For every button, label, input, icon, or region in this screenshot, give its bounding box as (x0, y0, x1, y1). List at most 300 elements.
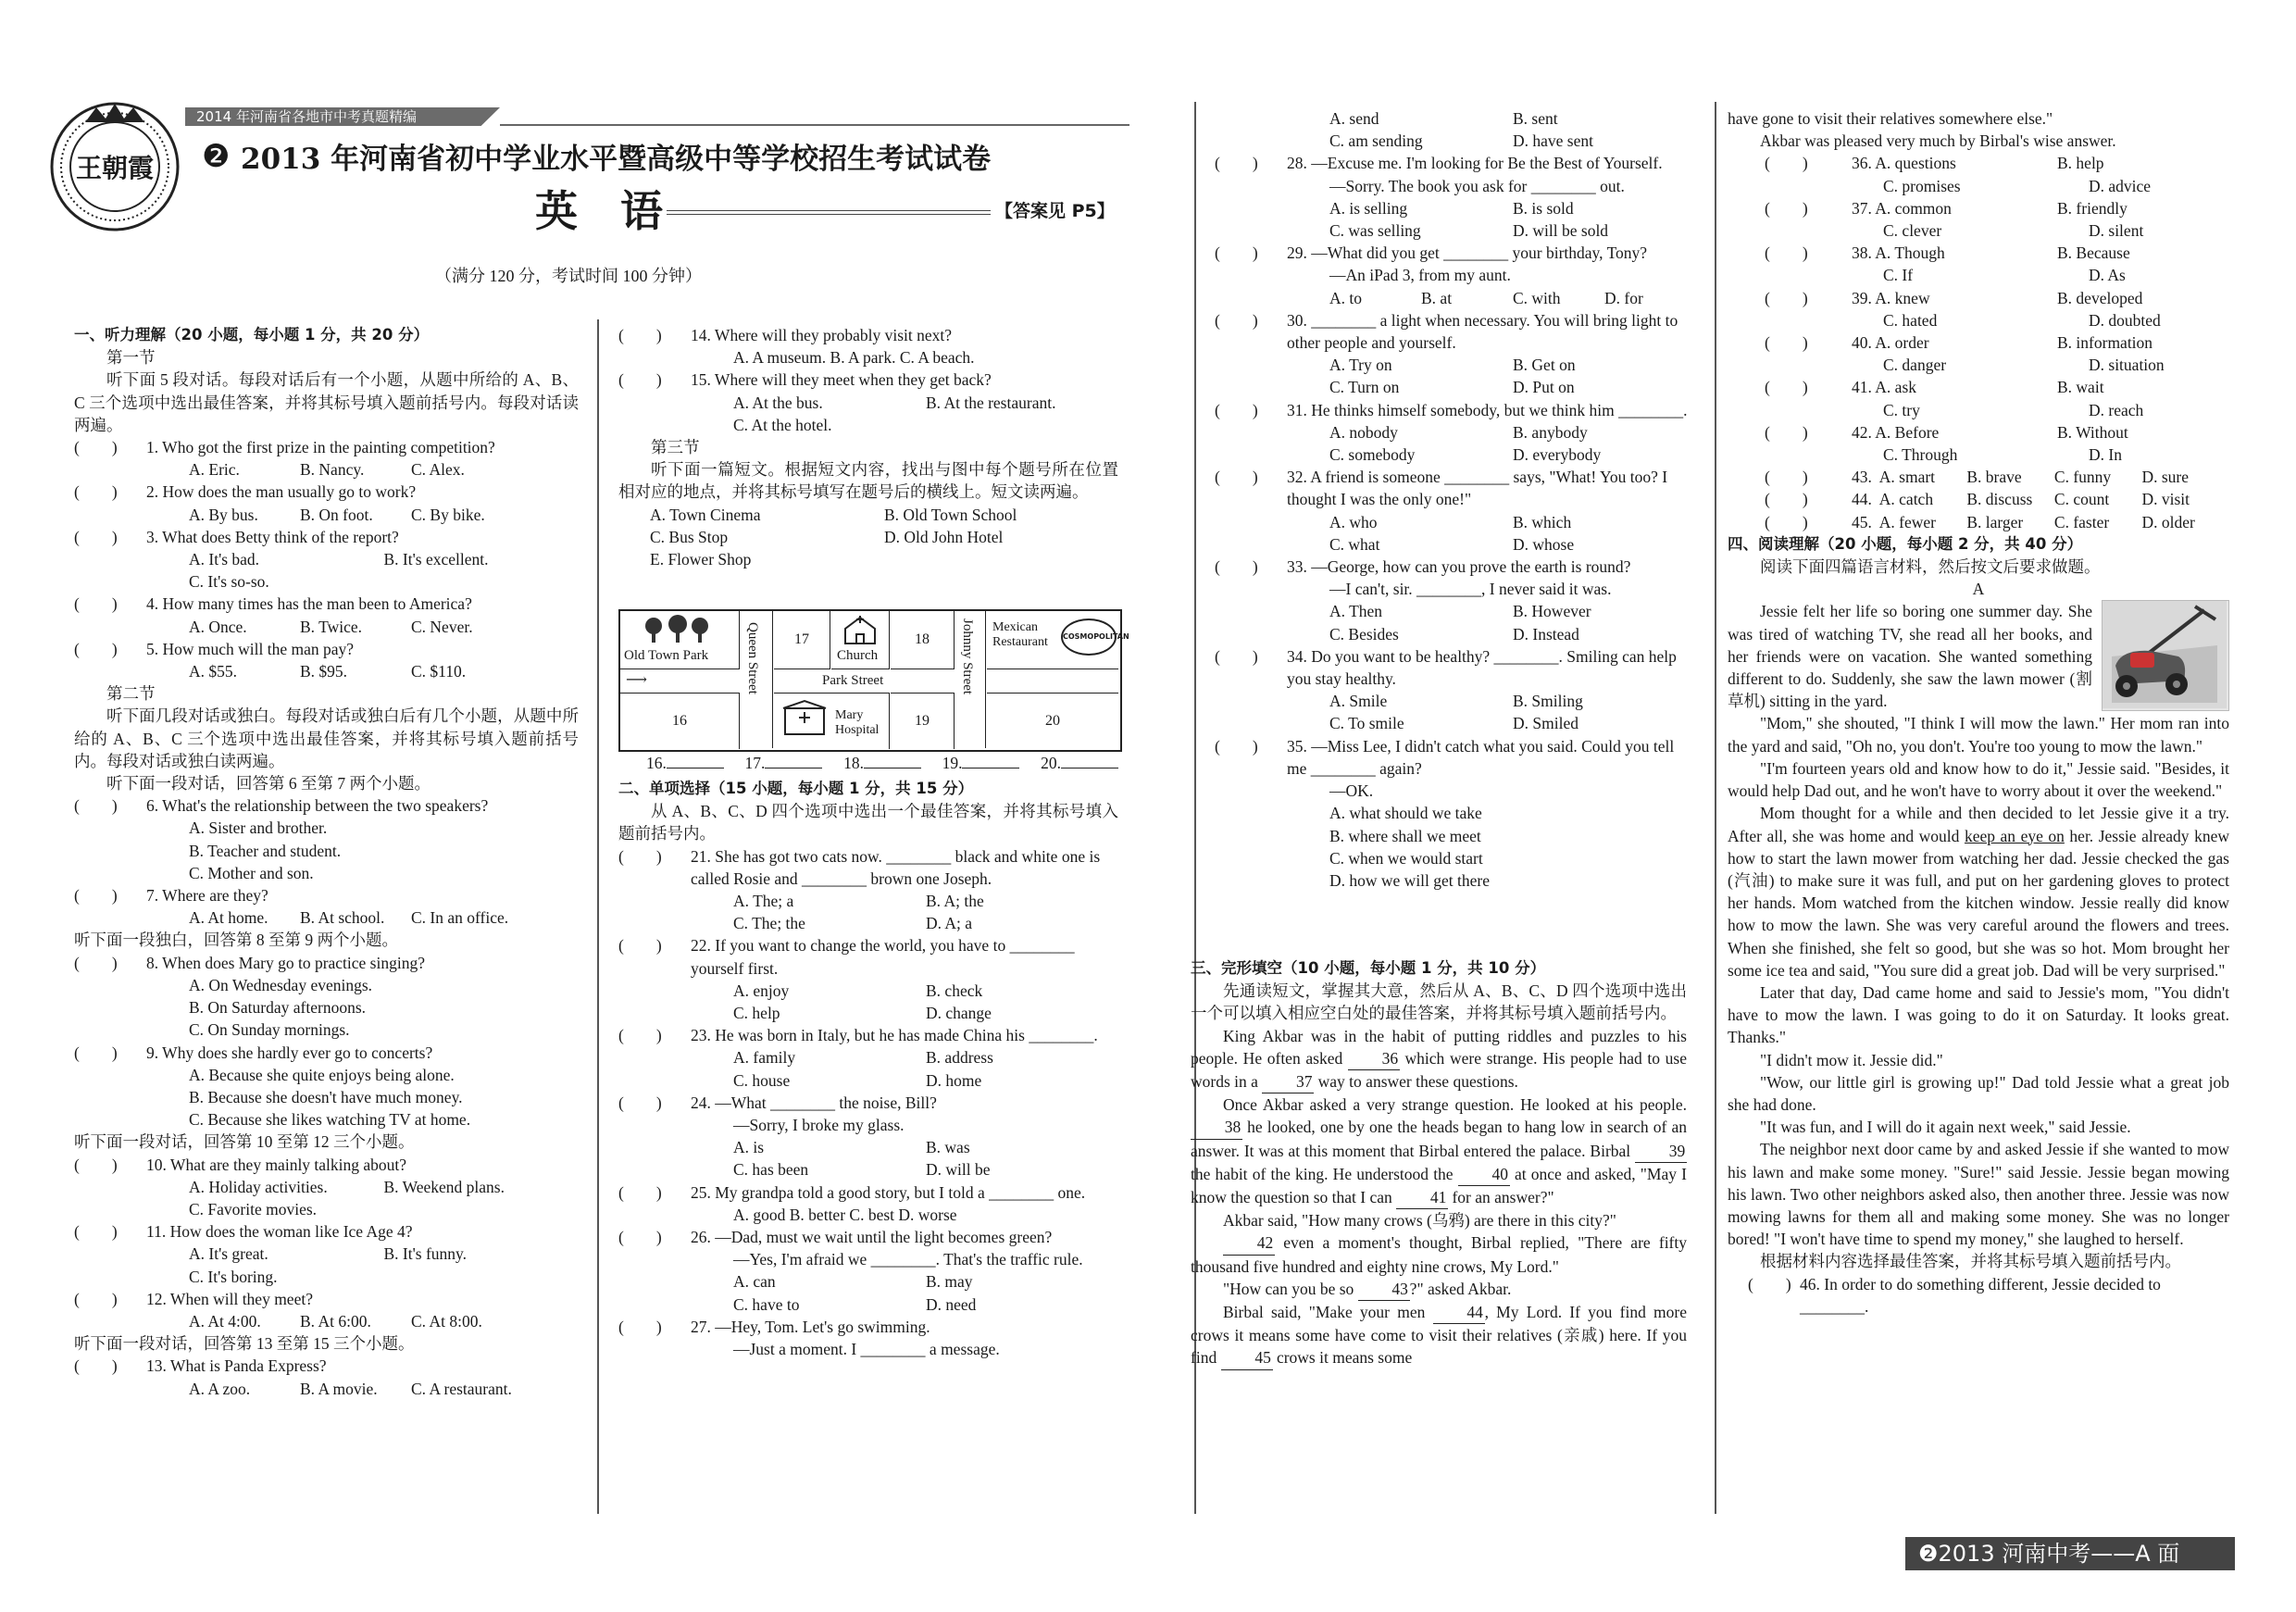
answer-bracket[interactable]: ( ) (74, 482, 118, 502)
option-row (1215, 354, 1696, 376)
option-line: —Sorry, I broke my glass. (733, 1116, 905, 1135)
option-choice: A. fewer (1878, 512, 1936, 531)
question-item (1215, 309, 1696, 354)
street-map (618, 609, 1129, 752)
cloze-option-row (1728, 242, 2229, 264)
option-row (1215, 219, 1696, 242)
answer-bracket[interactable]: ( ) (74, 1155, 118, 1174)
answer-bracket[interactable]: ( ) (1215, 400, 1258, 419)
question-text: 25. My grandpa told a good story, but I told a ________ one. (691, 1182, 1086, 1202)
option-choice: A. It's great. (189, 1244, 268, 1264)
option-choice: B. address (926, 1048, 993, 1068)
option-choice: A. Eric. (189, 460, 240, 480)
cloze-option-row (1728, 444, 2229, 466)
map-label-johnny-street: Johnny Street (960, 619, 975, 695)
cloze-continuation: have gone to visit their relatives somewhere else." (1728, 109, 2053, 128)
instruction-text: 听下面 5 段对话。每段对话后有一个小题，从题中所给的 A、B、C 三个选项中选出最佳答案，并将其标号填入题前括号内。每段对话读两遍。 (74, 370, 579, 434)
cloze-option-row (1728, 219, 2229, 242)
option-choice: B. At the restaurant. (926, 393, 1056, 412)
map-label-queen-street: Queen Street (745, 622, 760, 694)
option-choice: A. At the bus. (733, 393, 823, 412)
cloze-blank-38[interactable]: 38 (1191, 1116, 1242, 1139)
question-text: 32. A friend is someone ________ says, "What! You too? I thought I was the only one!" (1287, 468, 1668, 509)
option-choice: A. A zoo. (189, 1379, 251, 1398)
answer-bracket[interactable]: ( ) (1765, 490, 1808, 509)
option-row (618, 1293, 1118, 1316)
option-row (1215, 107, 1696, 130)
cloze-blank-39[interactable]: 39 (1635, 1140, 1687, 1163)
cloze-option-row (1728, 376, 2229, 398)
question-text: 7. Where are they? (146, 886, 268, 906)
option-line: —Yes, I'm afraid we ________. That's the traffic rule. (733, 1250, 1083, 1269)
instruction-text: 听下面一段对话，回答第 6 至第 7 两个小题。 (106, 774, 430, 794)
answer-bracket[interactable]: ( ) (618, 326, 662, 344)
question-item (618, 1226, 1118, 1248)
question-number: 43. (1852, 468, 1872, 487)
question-item (1215, 556, 1696, 578)
answer-reference: 【答案见 P5】 (995, 201, 1115, 221)
map-cell-church (831, 611, 890, 669)
map-blank-19[interactable]: 19. (942, 754, 1020, 773)
footer-page-label: ❷2013 河南中考——A 面 (1905, 1537, 2235, 1570)
reading-paragraph-9: The neighbor next door came by and asked Jessie if she wanted to mow his lawn and make some money. "Sure!" said Jessie. Jessie began mowing his lawn. Two other neighbors asked also, then another three. Jessie was now mowing lawns for them all and making some money. She was no longer bored! "I won't have time to spend my money," she laughed to herself. (1728, 1140, 2229, 1249)
option-line: C. Because she likes watching TV at home. (189, 1110, 471, 1130)
option-choice: 37. A. common (1852, 198, 1952, 218)
answer-bracket[interactable]: ( ) (74, 594, 118, 614)
option-line: —I can't, sir. ________, I never said it was. (1329, 580, 1612, 599)
option-choice: C. The; the (733, 914, 805, 933)
option-row (1215, 511, 1696, 533)
option-choice: B. On foot. (300, 505, 373, 524)
option-choice: B. help (2057, 154, 2104, 173)
map-place-option: E. Flower Shop (650, 550, 752, 569)
instruction-text: 第三节 (651, 438, 700, 457)
cloze-blank-40[interactable]: 40 (1458, 1163, 1510, 1186)
option-choice: D. A; a (926, 914, 973, 933)
question-item (74, 1154, 579, 1176)
map-cell-old-town-park (620, 611, 740, 669)
answer-bracket[interactable]: ( ) (74, 1043, 118, 1062)
option-row (1215, 197, 1696, 219)
reading-paragraph-7: "Wow, our little girl is growing up!" Dad told Jessie what a great job she had done. (1728, 1072, 2229, 1114)
option-choice: B. At 6:00. (300, 1311, 371, 1331)
option-choice: D. sure (2141, 468, 2189, 487)
answer-bracket[interactable]: ( ) (1215, 736, 1258, 756)
option-choice: A. enjoy (733, 981, 790, 1000)
question-item (1215, 399, 1696, 421)
map-cell-17: 17 (774, 611, 830, 669)
answer-bracket[interactable]: ( ) (618, 1317, 662, 1336)
option-choice: D. will be (926, 1160, 991, 1180)
question-text: 8. When does Mary go to practice singing? (146, 953, 425, 972)
question-46: ( ) 46. In order to do something different, Jessie decided to ________. (1728, 1273, 2229, 1318)
title-rule (667, 210, 991, 215)
option-choice: 36. A. questions (1852, 154, 1956, 173)
map-cell-16: 16 (620, 693, 740, 749)
cloze-paragraph-5: "How can you be so 43 ?" asked Akbar. (1191, 1278, 1687, 1301)
cloze-option-row (1728, 309, 2229, 331)
option-row (618, 392, 1118, 414)
column-separator (1715, 102, 1716, 1514)
option-choice: D. advice (2089, 176, 2152, 195)
question-text: 29. —What did you get ________ your birthday, Tony? (1287, 244, 1648, 263)
option-line: C. At the hotel. (733, 415, 832, 434)
option-choice: A. can (733, 1272, 776, 1292)
option-row (74, 1176, 579, 1198)
map-cell-20: 20 (987, 693, 1118, 749)
option-choice: D. for (1604, 288, 1643, 307)
map-place-option: D. Old John Hotel (884, 527, 1004, 546)
question-text: 23. He was born in Italy, but he has made China his ________. (691, 1026, 1098, 1045)
cloze-section (1191, 957, 1687, 1370)
question-text: 28. —Excuse me. I'm looking for Be the Best of Yourself. (1287, 154, 1663, 173)
question-item (1215, 152, 1696, 174)
option-row (618, 1002, 1118, 1024)
option-choice: C. am sending (1329, 131, 1423, 151)
cloze-option-row (1728, 287, 2229, 309)
passage-label: A (1972, 580, 1985, 599)
map-place-row (618, 526, 1118, 548)
option-choice: A. Try on (1329, 356, 1392, 375)
map-blank-17[interactable]: 17. (745, 754, 823, 773)
option-choice: D. Smiled (1513, 714, 1578, 733)
option-choice: B. Nancy. (300, 460, 365, 480)
answer-bracket[interactable]: ( ) (1765, 198, 1808, 218)
answer-bracket[interactable]: ( ) (618, 370, 662, 390)
option-choice: B. larger (1966, 512, 2024, 531)
question-text: 31. He thinks himself somebody, but we think him ________. (1287, 400, 1688, 419)
cloze-blank-43[interactable]: 43 (1358, 1278, 1410, 1301)
question-text: 34. Do you want to be healthy? ________. Smiling can help you stay healthy. (1287, 646, 1677, 689)
option-choice: 41. A. ask (1852, 378, 1916, 397)
section-heading: 一、听力理解（20 小题，每小题 1 分，共 20 分） (74, 326, 430, 344)
cloze-option-row (1728, 399, 2229, 421)
answer-bracket[interactable]: ( ) (74, 796, 118, 816)
instruction-text: 第一节 (106, 348, 156, 368)
question-item (74, 884, 579, 906)
answer-bracket[interactable]: ( ) (1765, 154, 1808, 173)
map-cell-mary-hospital (774, 693, 890, 749)
option-row (618, 1136, 1118, 1158)
instruction-text: 听下面一段对话，回答第 13 至第 15 三个小题。 (74, 1334, 415, 1354)
question-item (74, 1042, 579, 1064)
option-row (618, 890, 1118, 912)
answer-bracket[interactable]: ( ) (618, 1182, 662, 1202)
question-text: 1. Who got the first prize in the painting competition? (146, 438, 495, 457)
answer-bracket[interactable]: ( ) (1765, 422, 1808, 442)
option-choice: C. faster (2053, 512, 2110, 531)
cloze-option-row (1728, 511, 2229, 533)
question-item (74, 638, 579, 660)
option-choice: C. house (733, 1070, 791, 1090)
logo-text: 王朝霞 (75, 153, 154, 183)
answer-bracket[interactable]: ( ) (74, 953, 118, 972)
map-cosmopolitan-sign: COSMOPOLITAN (1061, 619, 1117, 656)
instruction-text: 听下面一篇短文。根据短文内容，找出与图中每个题号所在位置相对应的地点，并将其标号填写在题号后的横线上。短文读两遍。 (618, 460, 1118, 502)
option-choice: B. information (2057, 333, 2153, 353)
option-line: D. how we will get there (1329, 870, 1491, 890)
answer-bracket[interactable]: ( ) (74, 1356, 118, 1376)
answer-bracket[interactable]: ( ) (74, 886, 118, 906)
keep-an-eye-on-phrase: keep an eye on (1964, 826, 2065, 845)
option-row (1215, 690, 1696, 712)
answer-bracket[interactable]: ( ) (1215, 557, 1258, 577)
map-place-option: A. Town Cinema (650, 505, 761, 524)
question-item (618, 845, 1118, 890)
option-choice: D. As (2089, 266, 2126, 285)
section-heading: 二、单项选择（15 小题，每小题 1 分，共 15 分） (618, 780, 974, 797)
question-item (74, 526, 579, 548)
option-choice: C. has been (733, 1160, 809, 1180)
cloze-paragraph-3: Akbar said, "How many crows (乌鸦) are there in this city?" (1223, 1211, 1616, 1231)
reading-paragraph-5: Later that day, Dad came home and said to Jessie's mom, "You didn't have to mow the lawn. I was going to do it on Saturday. It looks great. Thanks." (1728, 982, 2229, 1047)
option-choice: D. change (926, 1004, 992, 1023)
option-choice: C. A restaurant. (411, 1379, 512, 1398)
cloze-option-row (1728, 175, 2229, 197)
option-choice: A. At home. (189, 908, 268, 928)
question-item (74, 436, 579, 458)
option-row (1215, 600, 1696, 622)
cloze-blank-44[interactable]: 44 (1433, 1301, 1485, 1324)
answer-bracket[interactable]: ( ) (618, 1026, 662, 1045)
map-park-street (620, 669, 1118, 692)
option-line: A. A museum. B. A park. C. A beach. (733, 348, 975, 368)
question-text: 15. Where will they meet when they get back? (691, 370, 992, 390)
option-choice: B. developed (2057, 288, 2143, 307)
option-line: —OK. (1329, 781, 1374, 801)
option-choice: B. discuss (1966, 490, 2033, 509)
reading-paragraph-1: Jessie felt her life so boring one summer day. She was tired of watching TV, she read all her books, and her friends were on vacation. She wanted something different to do. Suddenly, she saw the lawn mower (割草机) sitting in the yard. (1728, 602, 2092, 711)
answer-bracket[interactable]: ( ) (1215, 646, 1258, 666)
reading-paragraph-4: Mom thought for a while and then decided to let Jessie give it a try. After all, she was home and would keep an eye on her. Jessie already knew how to start the lawn mower from watching her dad. Jessie checked the gas (汽油) to make sure it was full, and put on her gardening gloves to protect her hands. Mom watched from the kitchen window. Jessie really did know how to mow the lawn. She was very careful around the flowers and trees. When she finished, she felt so good, but she was so hot. Mom brought her some ice tea and said, "You sure did a great job. Dad will be very surprised." (1728, 804, 2229, 980)
question-item (618, 324, 1118, 346)
option-choice: B. Get on (1513, 356, 1576, 375)
answer-bracket[interactable]: ( ) (74, 438, 118, 457)
instruction-text: 听下面一段对话，回答第 10 至第 12 三个小题。 (74, 1132, 415, 1152)
option-row (1215, 130, 1696, 152)
option-choice: B. at (1421, 288, 1453, 307)
option-choice: C. somebody (1329, 445, 1416, 465)
answer-bracket[interactable]: ( ) (618, 1093, 662, 1112)
reading-heading: 四、阅读理解（20 小题，每小题 2 分，共 40 分） (1728, 534, 2083, 553)
option-choice: C. Alex. (411, 460, 465, 480)
question-item (74, 1220, 579, 1243)
question-text: 35. —Miss Lee, I didn't catch what you said. Could you tell me ________ again? (1287, 736, 1675, 778)
question-text: 33. —George, how can you prove the earth is round? (1287, 557, 1631, 577)
answer-bracket[interactable]: ( ) (618, 1228, 662, 1247)
map-bus-arrow-icon: ⟶ (626, 672, 647, 688)
option-row (74, 1378, 579, 1400)
cloze-option-row (1728, 331, 2229, 354)
answer-bracket[interactable]: ( ) (618, 936, 662, 956)
option-choice: D. whose (1513, 534, 1575, 554)
answer-bracket[interactable]: ( ) (1765, 333, 1808, 353)
question-item (74, 481, 579, 503)
option-choice: 38. A. Though (1852, 244, 1945, 263)
map-cell-mexican-restaurant (987, 611, 1129, 669)
option-choice: D. In (2089, 445, 2122, 465)
option-row (618, 1069, 1118, 1092)
question-item (74, 1288, 579, 1310)
option-choice: A. Once. (189, 617, 247, 636)
question-text: 13. What is Panda Express? (146, 1356, 327, 1376)
option-choice: B. Because (2057, 244, 2130, 263)
map-blank-20[interactable]: 20. (1041, 754, 1118, 773)
map-blank-18[interactable]: 18. (843, 754, 921, 773)
option-choice: A. It's bad. (189, 550, 260, 569)
answer-bracket[interactable]: ( ) (1765, 288, 1808, 307)
cloze-blank-37[interactable]: 37 (1262, 1070, 1314, 1093)
subject-title: 英 语 (535, 186, 663, 236)
option-line: C. It's boring. (189, 1267, 278, 1286)
option-choice: C. To smile (1329, 714, 1404, 733)
option-choice: B. It's funny. (383, 1244, 468, 1264)
answer-bracket[interactable]: ( ) (1765, 378, 1808, 397)
column-2-bottom (618, 778, 1118, 1360)
reading-paragraph-6: "I didn't mow it. Jessie did." (1760, 1050, 1943, 1069)
option-choice: B. At school. (300, 908, 385, 928)
option-choice: A. By bus. (189, 505, 258, 524)
option-choice: B. Without (2057, 422, 2128, 442)
answer-bracket[interactable]: ( ) (618, 846, 662, 866)
option-row (1215, 712, 1696, 734)
cloze-blank-36[interactable]: 36 (1348, 1047, 1400, 1070)
reading-paragraph-3: "I'm fourteen years old and know how to do it," Jessie said. "Besides, it would help Dad out, and he won't have to worry about it over the weekend." (1728, 758, 2229, 801)
option-choice: 39. A. knew (1852, 288, 1930, 307)
cloze-paragraph-1: King Akbar was in the habit of putting riddles and puzzles to his people. He often asked 36 which were strange. His people had to use words in a 37 way to answer these questions. (1191, 1025, 1687, 1094)
question-text: 21. She has got two cats now. ________ black and white one is called Rosie and ________ brown one Joseph. (691, 846, 1101, 888)
option-row (618, 1158, 1118, 1181)
option-choice: C. have to (733, 1294, 800, 1314)
option-choice: A. catch (1878, 490, 1934, 509)
instruction-text: 听下面几段对话或独白。每段对话或独白后有几个小题，从题中所给的 A、B、C 三个选项中选出最佳答案，并将其标号填入题前括号内。每段对话或独白读两遍。 (74, 706, 579, 770)
option-choice: B. was (926, 1138, 970, 1157)
cloze-blank-41[interactable]: 41 (1396, 1186, 1448, 1209)
reading-paragraph-8: "It was fun, and I will do it again next week," said Jessie. (1760, 1118, 2131, 1137)
option-row (74, 1243, 579, 1265)
answer-bracket[interactable]: ( ) (1215, 310, 1258, 330)
question-item (618, 369, 1118, 391)
option-choice: C. If (1883, 266, 1914, 285)
cloze-instructions: 先通读短文，掌握其大意，然后从 A、B、C、D 四个选项中选出一个可以填入相应空白处的最佳答案，并将其标号填入题前括号内。 (1191, 981, 1687, 1023)
option-choice: B. anybody (1513, 422, 1588, 442)
option-row (74, 906, 579, 929)
option-choice: C. try (1883, 400, 1920, 419)
option-choice: A. nobody (1329, 422, 1398, 442)
question-text: 12. When will they meet? (146, 1289, 313, 1308)
option-row (74, 458, 579, 481)
question-text: 9. Why does she hardly ever go to concerts? (146, 1043, 433, 1062)
option-choice: B. It's excellent. (383, 550, 489, 569)
option-choice: C. By bike. (411, 505, 485, 524)
option-choice: D. everybody (1513, 445, 1602, 465)
question-item (74, 794, 579, 817)
option-choice: C. danger (1883, 356, 1947, 375)
answer-bracket[interactable]: ( ) (1765, 244, 1808, 263)
option-choice: A. family (733, 1048, 796, 1068)
cloze-paragraph-2: Once Akbar asked a very strange question. He looked at his people. 38 he looked, one by one the heads began to hang low in search of an answer. It was at this moment that Birbal entered the palace. Birbal 39 the habit of the king. He understood the 40 at once and asked, "May I know the question so that I can 41 for an answer?" (1191, 1093, 1687, 1209)
question-item (74, 593, 579, 615)
option-line: A. what should we take (1329, 804, 1482, 823)
question-text: 14. Where will they probably visit next? (691, 326, 953, 344)
option-row (618, 912, 1118, 934)
answer-bracket[interactable]: ( ) (74, 527, 118, 546)
question-text: 27. —Hey, Tom. Let's go swimming. (691, 1317, 930, 1336)
option-choice: C. Never. (411, 617, 473, 636)
map-place-option: C. Bus Stop (650, 527, 729, 546)
instruction-text: 从 A、B、C、D 四个选项中选出一个最佳答案，并将其标号填入题前括号内。 (618, 802, 1118, 843)
option-choice: D. reach (2089, 400, 2144, 419)
option-choice: B. wait (2057, 378, 2104, 397)
answer-bracket[interactable]: ( ) (1765, 512, 1808, 531)
option-choice: B. friendly (2057, 198, 2128, 218)
question-item (1215, 735, 1696, 780)
answer-bracket[interactable]: ( ) (1765, 468, 1808, 487)
cloze-options (1728, 152, 2229, 466)
cloze-option-row (1728, 264, 2229, 286)
map-place-row (618, 504, 1118, 526)
option-choice: B. check (926, 981, 983, 1000)
option-choice: C. At 8:00. (411, 1311, 482, 1331)
option-choice: B. A movie. (300, 1379, 378, 1398)
option-row (74, 616, 579, 638)
answer-bracket[interactable]: ( ) (1215, 154, 1258, 173)
option-choice: B. is sold (1513, 198, 1574, 218)
option-line: B. On Saturday afternoons. (189, 998, 367, 1018)
option-choice: 42. A. Before (1852, 422, 1940, 442)
column-1 (74, 324, 579, 1400)
answer-bracket[interactable]: ( ) (74, 639, 118, 658)
answer-bracket[interactable]: ( ) (1215, 244, 1258, 263)
cloze-blank-42[interactable]: 42 (1223, 1231, 1275, 1255)
map-label-old-town-park: Old Town Park (624, 648, 709, 663)
option-choice: B. Twice. (300, 617, 362, 636)
option-choice: D. home (926, 1070, 982, 1090)
option-choice: B. $95. (300, 662, 348, 681)
answer-bracket[interactable]: ( ) (74, 1222, 118, 1242)
question-text: 22. If you want to change the world, you have to ________ yourself first. (691, 936, 1075, 978)
reading-instructions-2: 根据材料内容选择最佳答案，并将其标号填入题前括号内。 (1760, 1252, 2181, 1271)
option-choice: D. doubted (2089, 310, 2161, 330)
cloze-paragraph-4: 42 even a moment's thought, Birbal replied, "There are fifty thousand five hundred and eighty nine crows, My Lord." (1191, 1233, 1687, 1276)
option-choice: A. who (1329, 512, 1378, 531)
option-row (1215, 444, 1696, 466)
question-text: 11. How does the woman like Ice Age 4? (146, 1222, 413, 1242)
option-choice: B. A; the (926, 892, 984, 911)
question-item (618, 934, 1118, 979)
cloze-option-row (1728, 354, 2229, 376)
option-choice: D. situation (2089, 356, 2165, 375)
question-text: 4. How many times has the man been to America? (146, 594, 472, 614)
answer-bracket[interactable]: ( ) (1215, 468, 1258, 487)
option-choice: C. help (733, 1004, 780, 1023)
cloze-blank-45[interactable]: 45 (1221, 1346, 1273, 1369)
option-line: —An iPad 3, from my aunt. (1329, 266, 1511, 285)
option-line: —Sorry. The book you ask for ________ out. (1329, 176, 1625, 195)
question-text: 5. How much will the man pay? (146, 639, 355, 658)
option-choice: C. Through (1883, 445, 1958, 465)
answer-bracket[interactable]: ( ) (1748, 1274, 1791, 1293)
question-number: 45. (1852, 512, 1872, 531)
answer-bracket[interactable]: ( ) (74, 1289, 118, 1308)
cloze-paragraph-6: Birbal said, "Make your men 44 , My Lord. If you find more crows it means some have come to visit their relatives (亲戚) here. If you find 45 crows it means some (1191, 1301, 1687, 1370)
option-choice: A. is (733, 1138, 765, 1157)
column-4 (1728, 107, 2229, 1318)
option-line: A. good B. better C. best D. worse (733, 1205, 957, 1224)
option-choice: C. In an office. (411, 908, 509, 928)
map-blank-16[interactable]: 16. (646, 754, 724, 773)
option-choice: D. need (926, 1294, 977, 1314)
